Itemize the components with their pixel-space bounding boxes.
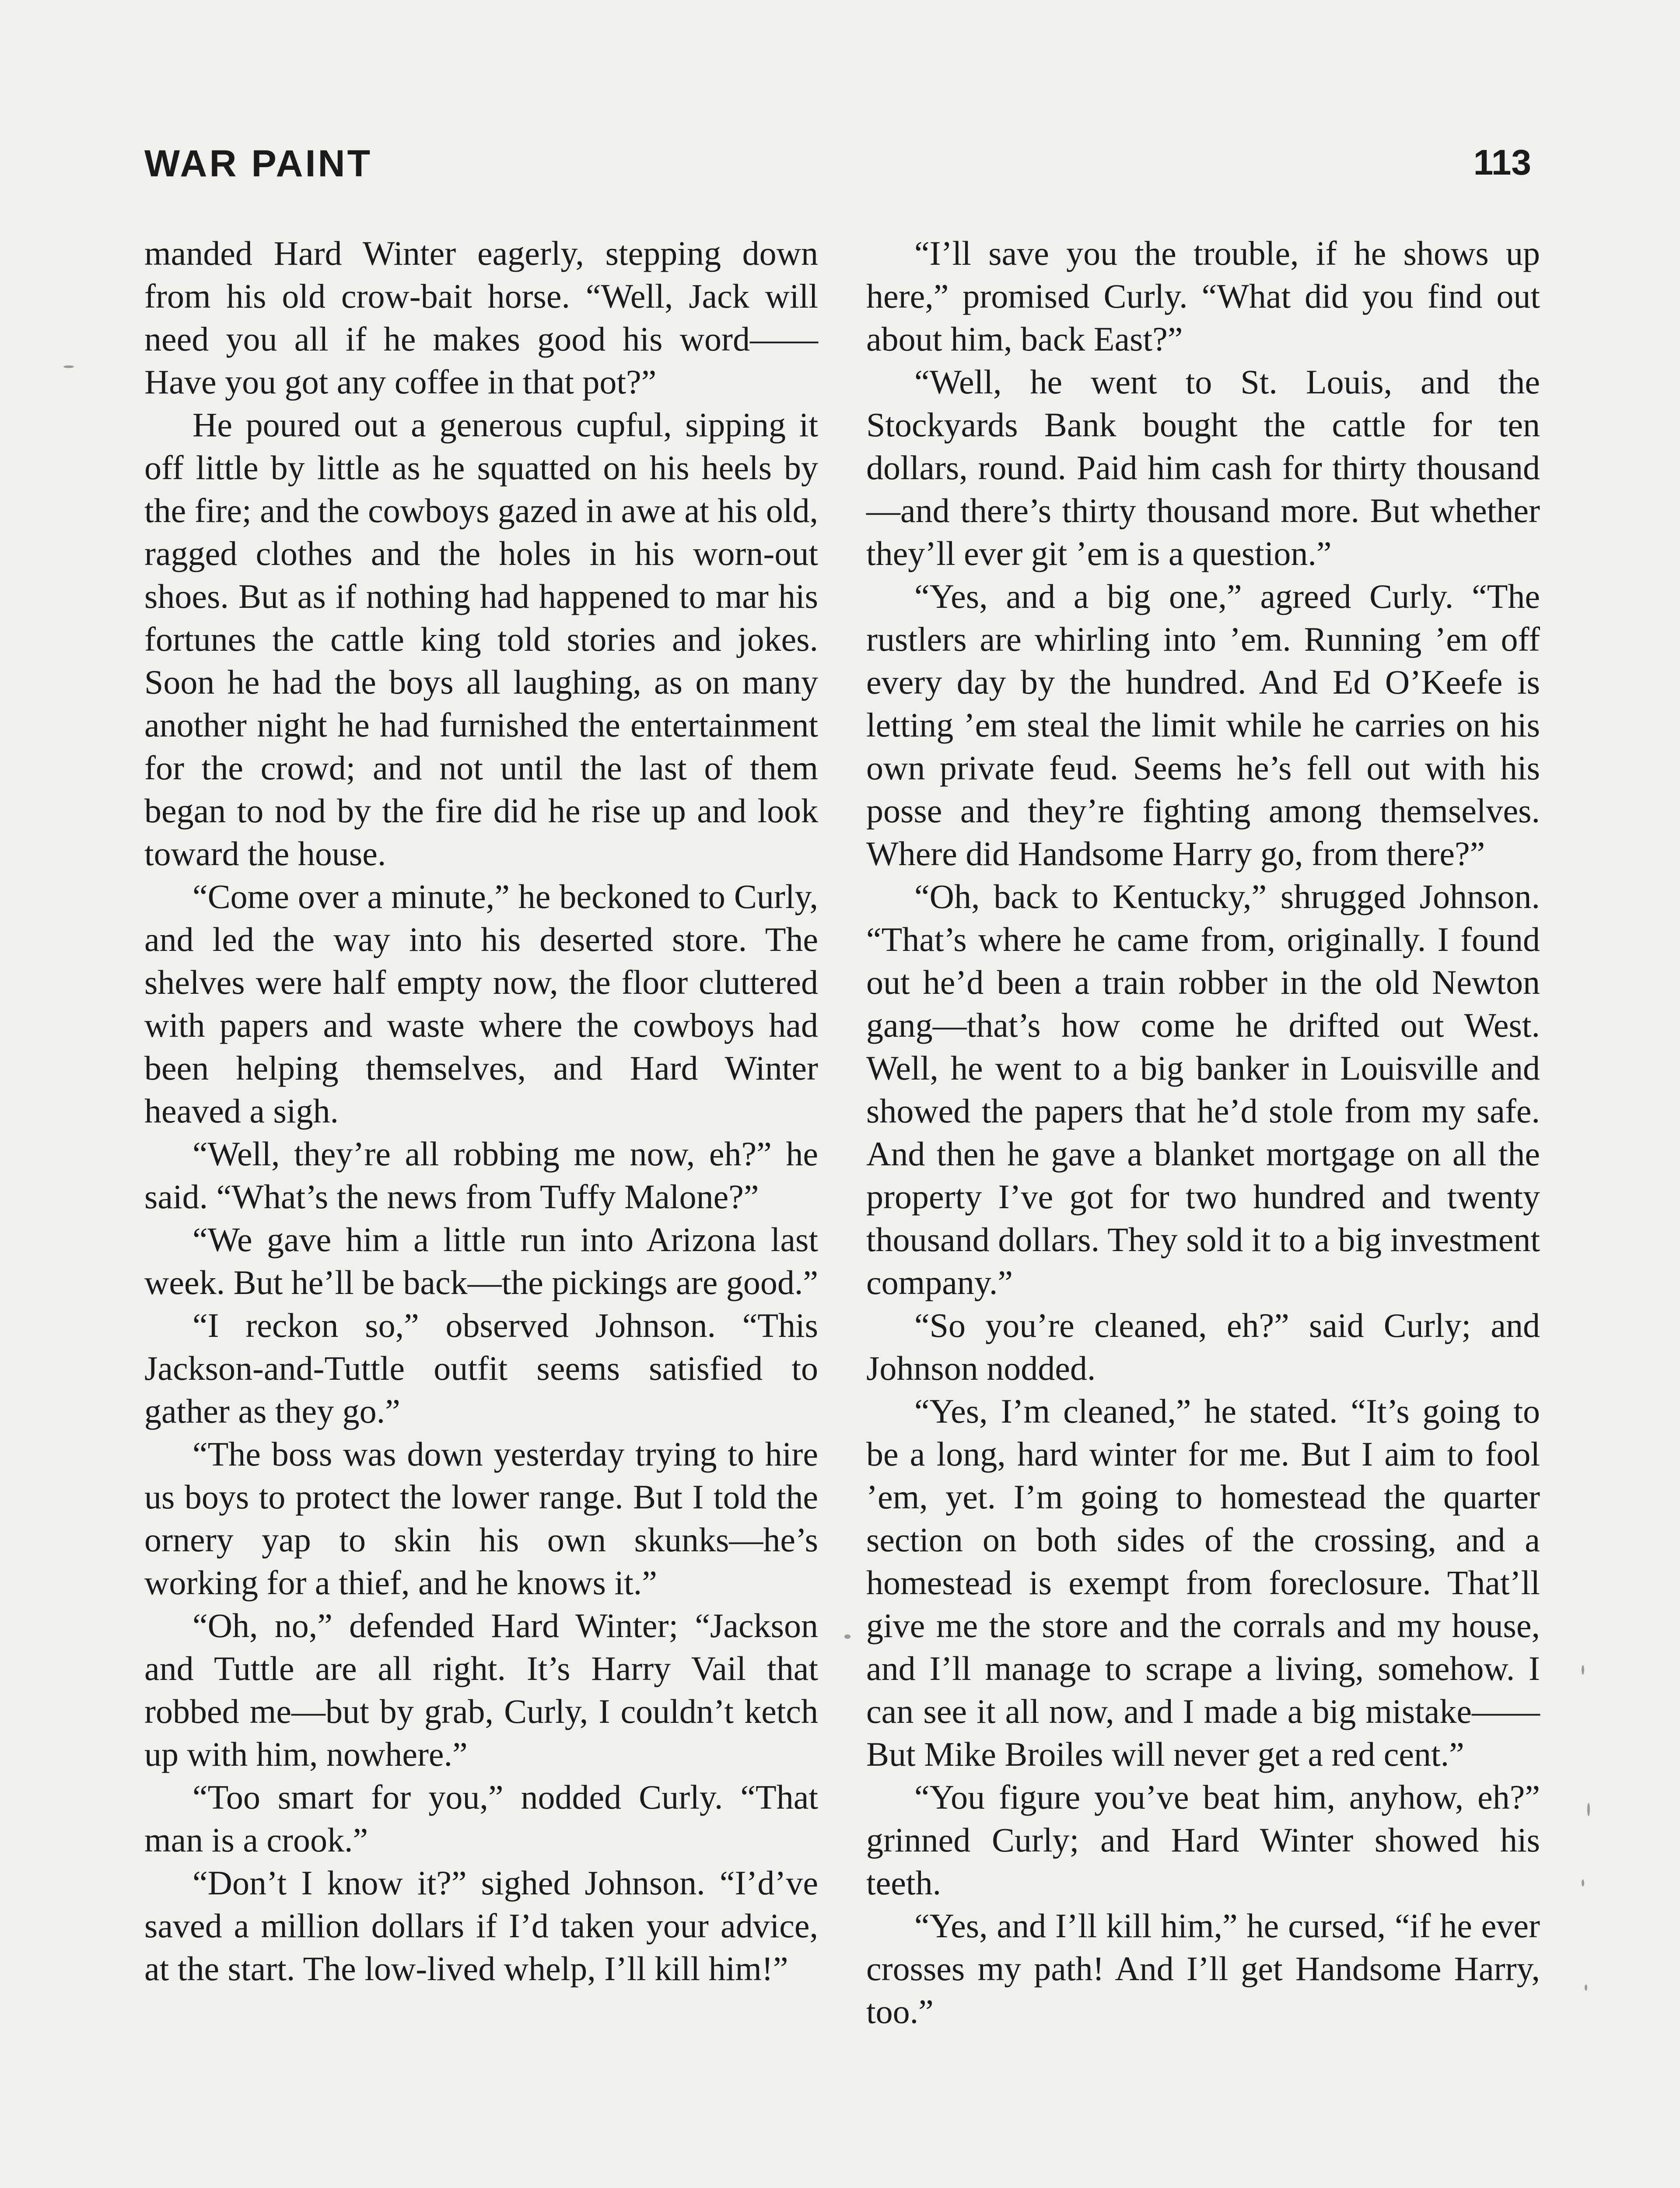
print-speck <box>1582 1665 1584 1675</box>
paragraph: He poured out a generous cupful, sipping it off little by little as he squatted on his heels by the fire; and the cowboys gazed in awe at his old, ragged clothes and the holes in his worn-out shoes. But as if nothing had happened to mar his fortunes the cattle king told stories and jokes. Soon he had the boys all laughing, as on many another night he had furnished the entertainment for the crowd; and not until the last of them began to nod by the fire did he rise up and look toward the house. <box>144 406 819 873</box>
paragraph: manded Hard Winter eagerly, stepping down from his old crow-bait horse. “Well, Jack will need you all if he makes good his word—— Have you got any coffee in that pot?” <box>144 234 818 401</box>
paragraph: “So you’re cleaned, eh?” said Curly; and Johnson nodded. <box>866 1306 1540 1387</box>
paragraph: “You figure you’ve beat him, anyhow, eh?” grinned Curly; and Hard Winter showed his teeth. <box>866 1778 1540 1902</box>
running-head <box>144 142 1531 190</box>
print-speck <box>63 365 74 368</box>
paragraph: “The boss was down yesterday trying to hire us boys to protect the lower range. But I told the ornery yap to skin his own skunks—he’s working for a thief, and he knows it.” <box>144 1435 818 1602</box>
left-column <box>144 232 818 1990</box>
paragraph: “We gave him a little run into Arizona last week. But he’ll be back—the pickings are good.” <box>144 1220 819 1301</box>
paragraph: “Oh, back to Kentucky,” shrugged Johnson. “That’s where he came from, originally. I found out he’d been a train robber in the old Newton gang—that’s how come he drifted out West. Well, he went to a big banker in Louisville and showed the papers that he’d stole from my safe. And then he gave a blanket mortgage on all the property I’ve got for two hundred and twenty thousand dollars. They sold it to a big investment company.” <box>866 877 1540 1301</box>
paragraph: “I’ll save you the trouble, if he shows up here,” promised Curly. “What did you find out about him, back East?” <box>866 234 1540 358</box>
paragraph: “Come over a minute,” he beckoned to Curly, and led the way into his deserted store. The shelves were half empty now, the floor cluttered with papers and waste where the cowboys had been helping themselves, and Hard Winter heaved a sigh. <box>144 877 818 1130</box>
print-speck <box>1582 1879 1584 1886</box>
paragraph: “Too smart for you,” nodded Curly. “That man is a crook.” <box>144 1778 818 1859</box>
paragraph: “Oh, no,” defended Hard Winter; “Jackson and Tuttle are all right. It’s Harry Vail that robbed me—but by grab, Curly, I couldn’t ketch up with him, nowhere.” <box>144 1606 818 1773</box>
running-title: WAR PAINT <box>144 143 373 185</box>
paragraph: “Don’t I know it?” sighed Johnson. “I’d’ve saved a million dollars if I’d taken your advice, at the start. The low-lived whelp, I’ll kill him!” <box>144 1864 818 1988</box>
paragraph: “Yes, and a big one,” agreed Curly. “The rustlers are whirling into ’em. Running ’em off every day by the hundred. And Ed O’Keefe is letting ’em steal the limit while he carries on his own private feud. Seems he’s fell out with his posse and they’re fighting among themselves. Where did Handsome Harry go, from there?” <box>866 577 1540 873</box>
print-speck <box>1585 1985 1587 1991</box>
paragraph: “Yes, I’m cleaned,” he stated. “It’s going to be a long, hard winter for me. But I aim to fool ’em, yet. I’m going to homestead the quarter section on both sides of the crossing, and a homestead is exempt from foreclosure. That’ll give me the store and the corrals and my house, and I’ll manage to scrape a living, somehow. I can see it all now, and I made a big mistake—— But Mike Broiles will never get a red cent.” <box>866 1392 1540 1773</box>
paragraph: “Yes, and I’ll kill him,” he cursed, “if he ever crosses my path! And I’ll get Handsome Harry, too.” <box>866 1907 1540 2030</box>
page-number: 113 <box>1473 143 1531 182</box>
right-column <box>866 232 1540 2033</box>
paragraph: “Well, they’re all robbing me now, eh?” he said. “What’s the news from Tuffy Malone?” <box>144 1135 818 1216</box>
print-speck <box>844 1634 850 1639</box>
print-speck <box>1587 1803 1590 1816</box>
paragraph: “I reckon so,” observed Johnson. “This Jackson-and-Tuttle outfit seems satisfied to gather as they go.” <box>144 1306 818 1430</box>
paragraph: “Well, he went to St. Louis, and the Stockyards Bank bought the cattle for ten dollars, round. Paid him cash for thirty thousand—and there’s thirty thousand more. But whether they’ll ever git ’em is a question.” <box>866 363 1540 572</box>
